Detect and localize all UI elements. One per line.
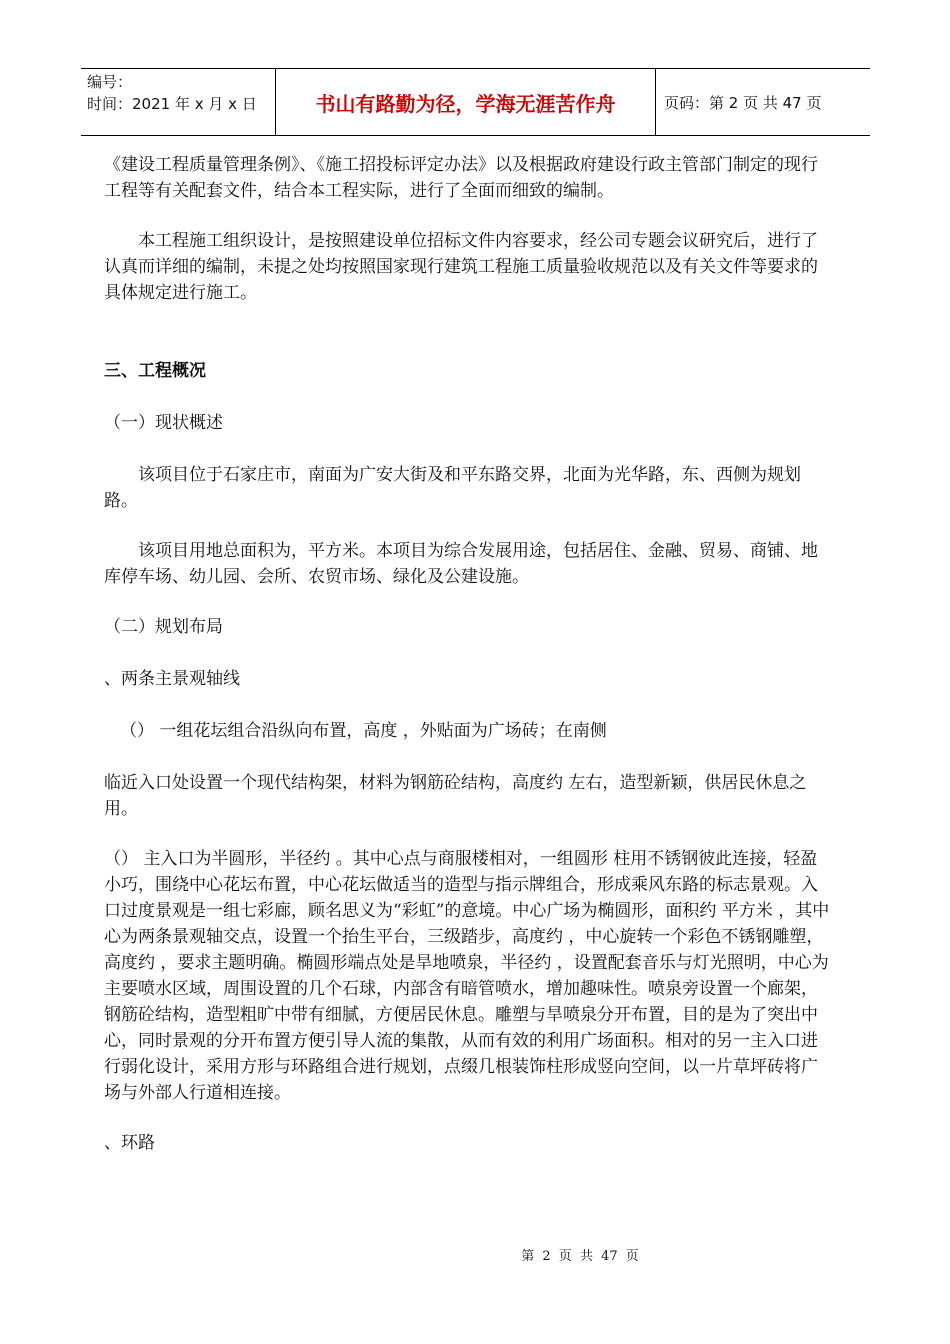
list-item: 、环路 bbox=[104, 1133, 155, 1153]
footer-ye: 页 bbox=[558, 1249, 572, 1264]
list-item: 、两条主景观轴线 bbox=[104, 669, 240, 689]
paragraph: （） 主入口为半圆形，半径约 。其中心点与商服楼相对，一组圆形 柱用不锈钢彼此连接，轻盈小巧，围绕中心花坛布置，中心花坛做适当的造型与指示牌组合，形成乘风东路的标志景观。入口过度景观是一组七彩廊，顾名思义为“彩虹”的意境。中心广场为椭圆形，面积约 平方米 ，其中心为两条景观轴交点，设置一个抬生平台，三级踏步，高度约 ，中心旋转一个彩色不锈钢雕塑，高度约 ，要求主题明确。椭圆形端点处是旱地喷泉，半径约 ，设置配套音乐与灯光照明，中心为主要喷水区域，周围设置的几个石球，内部含有暗管喷水，增加趣味性。喷泉旁设置一个廊架，钢筋砼结构，造型粗旷中带有细腻，方便居民休息。雕塑与旱喷泉分开布置，目的是为了突出中心，同时景观的分开布置方便引导人流的集散，从而有效的利用广场面积。相对的另一主入口进行弱化设计，采用方形与环路组合进行规划，点缀几根装饰柱形成竖向空间，以一片草坪砖将广场与外部人行道相连接。 bbox=[104, 849, 830, 1103]
document-body bbox=[104, 152, 834, 1156]
footer-page-number: 2 bbox=[542, 1249, 551, 1264]
footer-di: 第 bbox=[521, 1249, 535, 1264]
paragraph: 该项目位于石家庄市，南面为广安大街及和平东路交界，北面为光华路，东、西侧为规划路。 bbox=[104, 465, 801, 511]
header-page-info: 页码：第 2 页 共 47 页 bbox=[664, 93, 822, 112]
subsection-heading: （二）规划布局 bbox=[104, 617, 223, 637]
section-heading: 三、工程概况 bbox=[104, 361, 206, 381]
paragraph: 该项目用地总面积为，平方米。本项目为综合发展用途，包括居住、金融、贸易、商铺、地库停车场、幼儿园、会所、农贸市场、绿化及公建设施。 bbox=[104, 541, 818, 587]
subsection-heading: （一）现状概述 bbox=[104, 413, 223, 433]
document-code: 编号： bbox=[87, 73, 133, 91]
header-meta bbox=[81, 69, 276, 135]
paragraph: （） 一组花坛组合沿纵向布置，高度 ，外贴面为广场砖；在南侧 bbox=[120, 721, 607, 741]
paragraph: 《建设工程质量管理条例》、《施工招投标评定办法》以及根据政府建设行政主管部门制定的现行工程等有关配套文件，结合本工程实际，进行了全面而细致的编制。 bbox=[104, 155, 818, 201]
header-motto: 书山有路勤为径，学海无涯苦作舟 bbox=[276, 69, 656, 135]
document-date: 时间：2021 年 x 月 x 日 bbox=[87, 95, 257, 113]
paragraph: 临近入口处设置一个现代结构架，材料为钢筋砼结构，高度约 左右，造型新颖，供居民休息之用。 bbox=[104, 773, 807, 819]
footer-total-pages: 47 bbox=[601, 1249, 618, 1264]
footer-gong: 共 bbox=[579, 1249, 593, 1264]
paragraph: 本工程施工组织设计，是按照建设单位招标文件内容要求，经公司专题会议研究后，进行了认真而详细的编制，未提之处均按照国家现行建筑工程施工质量验收规范以及有关文件等要求的具体规定进行施工。 bbox=[104, 231, 818, 303]
page-footer bbox=[0, 1245, 950, 1264]
page-header bbox=[81, 68, 870, 136]
footer-ye: 页 bbox=[625, 1249, 639, 1264]
